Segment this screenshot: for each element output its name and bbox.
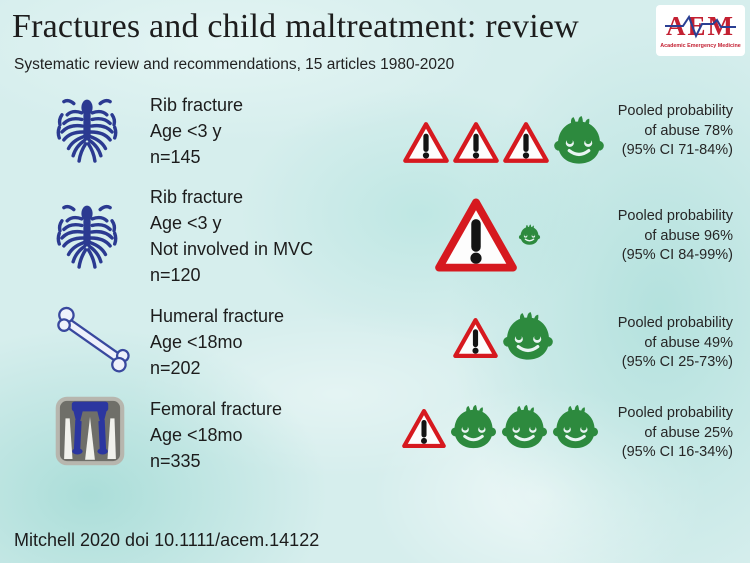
baby-face-icon: [501, 311, 555, 365]
result-line: Pooled probability: [617, 405, 733, 421]
age-criterion: Age <3 y: [150, 121, 222, 141]
humerus-bone-icon: [44, 300, 140, 380]
result-line: Pooled probability: [617, 208, 733, 224]
warning-triangle-icon: [502, 120, 550, 165]
warning-triangle-icon: [452, 120, 500, 165]
warning-triangle-icon: [452, 316, 499, 360]
pictogram-group-row2: [433, 195, 541, 275]
result-text-row4: [553, 404, 733, 463]
aem-logo-acronym: AEM: [666, 11, 735, 41]
sample-size: n=202: [150, 358, 201, 378]
baby-face-icon: [449, 404, 498, 453]
aem-logo-organization: Academic Emergency Medicine: [660, 43, 741, 49]
sample-size: n=120: [150, 265, 201, 285]
sample-size: n=145: [150, 147, 201, 167]
page-subtitle: Systematic review and recommendations, 15 articles 1980-2020: [14, 56, 455, 73]
result-line: (95% CI 25-73%): [621, 354, 733, 370]
warning-triangle-icon: [401, 407, 447, 450]
result-line: Pooled probability: [617, 315, 733, 331]
result-line: of abuse 78%: [644, 122, 733, 139]
fracture-type: Humeral fracture: [150, 306, 285, 326]
result-text-row2: [553, 207, 733, 266]
fracture-type: Rib fracture: [150, 95, 244, 115]
age-criterion: Age <3 y: [150, 213, 222, 233]
femur-xray-icon: [55, 393, 125, 469]
result-line: (95% CI 71-84%): [621, 142, 733, 158]
row-label-femoral-fracture: [150, 396, 282, 474]
aem-logo-graphic: [656, 5, 745, 56]
age-criterion: Age <18mo: [150, 425, 243, 445]
baby-face-icon: [518, 224, 541, 247]
row-label-rib-fracture-2: [150, 184, 313, 288]
result-line: of abuse 25%: [644, 424, 733, 441]
ribcage-icon: [54, 196, 120, 276]
page-title: Fractures and child maltreatment: review: [12, 8, 579, 45]
result-text-row3: [553, 314, 733, 373]
result-line: (95% CI 84-99%): [621, 247, 733, 263]
fracture-type: Rib fracture: [150, 187, 244, 207]
row-label-rib-fracture-1: [150, 92, 243, 170]
row-label-humeral-fracture: [150, 303, 284, 381]
warning-triangle-icon: [433, 195, 519, 275]
baby-face-icon: [500, 404, 549, 453]
citation: Mitchell 2020 doi 10.1111/acem.14122: [14, 530, 320, 550]
result-line: of abuse 49%: [644, 334, 733, 351]
mvc-criterion: Not involved in MVC: [150, 239, 314, 259]
sample-size: n=335: [150, 451, 201, 471]
aem-logo: [656, 5, 745, 56]
result-line: Pooled probability: [617, 103, 733, 119]
fracture-type: Femoral fracture: [150, 399, 283, 419]
result-line: (95% CI 16-34%): [621, 444, 733, 460]
result-line: of abuse 96%: [644, 227, 733, 244]
ribcage-icon: [54, 90, 120, 170]
pictogram-group-row3: [452, 311, 555, 365]
age-criterion: Age <18mo: [150, 332, 243, 352]
warning-triangle-icon: [402, 120, 450, 165]
result-text-row1: [553, 102, 733, 161]
